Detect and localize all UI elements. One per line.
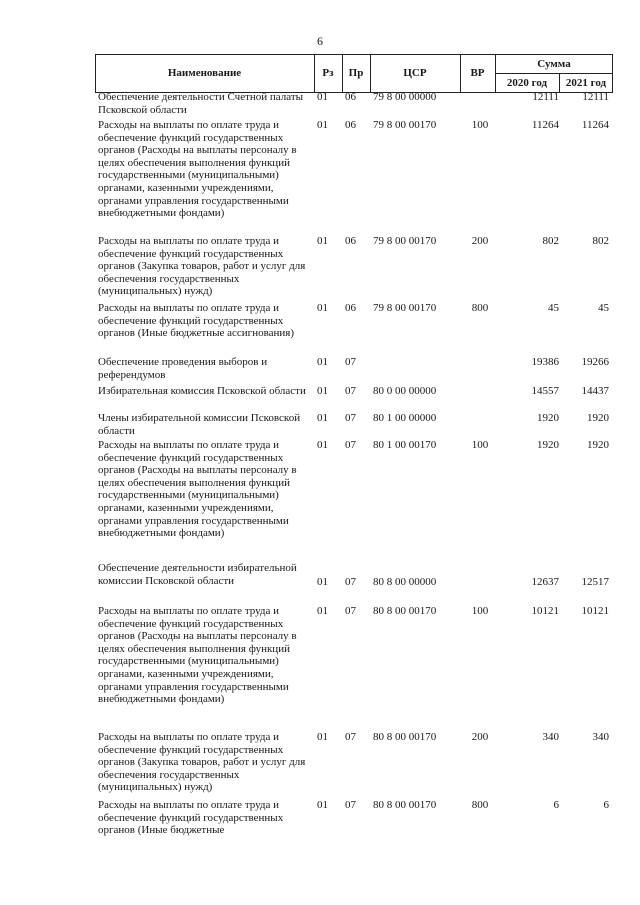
row-2020: 802 — [542, 235, 559, 247]
row-pr: 07 — [345, 799, 356, 811]
row-name: Расходы на выплаты по оплате труда и обеспечение функций государственных органов (Закупка товаров, работ и услуг для обеспечения государственных (муниципальных) нужд) — [98, 235, 306, 298]
row-csr: 80 8 00 00170 — [373, 605, 437, 617]
row-name: Обеспечение проведения выборов и референдумов — [98, 356, 268, 381]
row-pr: 06 — [345, 91, 356, 103]
row-rz: 01 — [317, 731, 328, 743]
row-pr: 07 — [345, 356, 356, 368]
row-2021: 6 — [603, 799, 609, 811]
row-name: Обеспечение деятельности Счетной палаты Псковской области — [98, 91, 304, 116]
row-pr: 07 — [345, 576, 356, 588]
row-pr: 07 — [345, 412, 356, 424]
table-header — [95, 54, 613, 92]
row-rz: 01 — [317, 91, 328, 103]
row-2021: 19266 — [581, 356, 609, 368]
row-vr: 200 — [471, 235, 489, 247]
header-year-2020: 2020 год — [506, 76, 548, 89]
row-2021: 11264 — [581, 119, 609, 131]
row-csr: 80 8 00 00170 — [373, 799, 437, 811]
row-name: Расходы на выплаты по оплате труда и обеспечение функций государственных органов (Иные бюджетные — [98, 799, 284, 837]
header-pr: Пр — [348, 67, 364, 79]
row-csr: 79 8 00 00170 — [373, 302, 437, 314]
row-2020: 12111 — [532, 91, 559, 103]
row-2021: 1920 — [587, 439, 609, 451]
row-2020: 14557 — [531, 385, 559, 397]
header-csr: ЦСР — [403, 67, 427, 79]
row-rz: 01 — [317, 385, 328, 397]
row-vr: 100 — [471, 439, 489, 451]
row-2020: 10121 — [531, 605, 559, 617]
row-csr: 79 8 00 00000 — [373, 91, 437, 103]
row-2020: 1920 — [537, 439, 559, 451]
header-rz: Рз — [322, 67, 334, 79]
row-2020: 19386 — [531, 356, 559, 368]
row-2021: 14437 — [581, 385, 609, 397]
row-vr: 800 — [471, 799, 489, 811]
header-sum: Сумма — [537, 57, 571, 70]
row-csr: 80 0 00 00000 — [373, 385, 437, 397]
row-2021: 45 — [598, 302, 609, 314]
row-2020: 45 — [548, 302, 559, 314]
row-2021: 10121 — [581, 605, 609, 617]
row-name: Избирательная комиссия Псковской области — [98, 385, 306, 397]
row-rz: 01 — [317, 439, 328, 451]
row-2020: 11264 — [531, 119, 559, 131]
row-pr: 07 — [345, 731, 356, 743]
row-rz: 01 — [317, 605, 328, 617]
header-year-2021: 2021 год — [565, 76, 607, 89]
row-pr: 07 — [345, 439, 356, 451]
row-name: Расходы на выплаты по оплате труда и обеспечение функций государственных органов (Закупка товаров, работ и услуг для обеспечения государственных (муниципальных) нужд) — [98, 731, 306, 794]
row-rz: 01 — [317, 412, 328, 424]
row-2020: 6 — [553, 799, 559, 811]
row-vr: 200 — [471, 731, 489, 743]
row-2021: 12517 — [581, 576, 609, 588]
row-name: Расходы на выплаты по оплате труда и обеспечение функций государственных органов (Иные бюджетные ассигнования) — [98, 302, 295, 340]
row-rz: 01 — [317, 356, 328, 368]
row-pr: 06 — [345, 302, 356, 314]
header-name: Наименование — [167, 67, 242, 79]
header-vr: ВР — [470, 67, 485, 79]
row-rz: 01 — [317, 235, 328, 247]
row-csr: 80 8 00 00000 — [373, 576, 437, 588]
row-pr: 06 — [345, 235, 356, 247]
row-csr: 80 1 00 00170 — [373, 439, 437, 451]
row-name: Расходы на выплаты по оплате труда и обеспечение функций государственных органов (Расходы на выплаты персоналу в целях обеспечения выполнения функций государственными (муниципальными) органами, казенными учреждениями, органами управления государственными внебюджетными фондами) — [98, 439, 297, 540]
row-pr: 06 — [345, 119, 356, 131]
row-2021: 1920 — [587, 412, 609, 424]
row-2020: 340 — [542, 731, 559, 743]
row-csr: 80 1 00 00000 — [373, 412, 437, 424]
row-2021: 12111 — [582, 91, 609, 103]
row-vr: 100 — [471, 119, 489, 131]
row-name: Расходы на выплаты по оплате труда и обеспечение функций государственных органов (Расходы на выплаты персоналу в целях обеспечения выполнения функций государственными (муниципальными) органами, казенными учреждениями, органами управления государственными внебюджетными фондами) — [98, 605, 297, 706]
row-2021: 340 — [592, 731, 609, 743]
row-pr: 07 — [345, 605, 356, 617]
row-pr: 07 — [345, 385, 356, 397]
row-rz: 01 — [317, 576, 328, 588]
row-name: Расходы на выплаты по оплате труда и обеспечение функций государственных органов (Расходы на выплаты персоналу в целях обеспечения выполнения функций государственными (муниципальными) органами, казенными учреждениями, органами управления государственными внебюджетными фондами) — [98, 119, 297, 220]
row-name: Члены избирательной комиссии Псковской области — [98, 412, 301, 437]
row-2021: 802 — [592, 235, 609, 247]
row-rz: 01 — [317, 119, 328, 131]
row-csr: 79 8 00 00170 — [373, 235, 437, 247]
row-csr: 79 8 00 00170 — [373, 119, 437, 131]
row-vr: 100 — [471, 605, 489, 617]
row-name: Обеспечение деятельности избирательной комиссии Псковской области — [98, 562, 297, 587]
page-number: 6 — [317, 34, 323, 48]
row-rz: 01 — [317, 302, 328, 314]
row-vr: 800 — [471, 302, 489, 314]
row-2020: 12637 — [531, 576, 559, 588]
row-rz: 01 — [317, 799, 328, 811]
row-2020: 1920 — [537, 412, 559, 424]
row-csr: 80 8 00 00170 — [373, 731, 437, 743]
